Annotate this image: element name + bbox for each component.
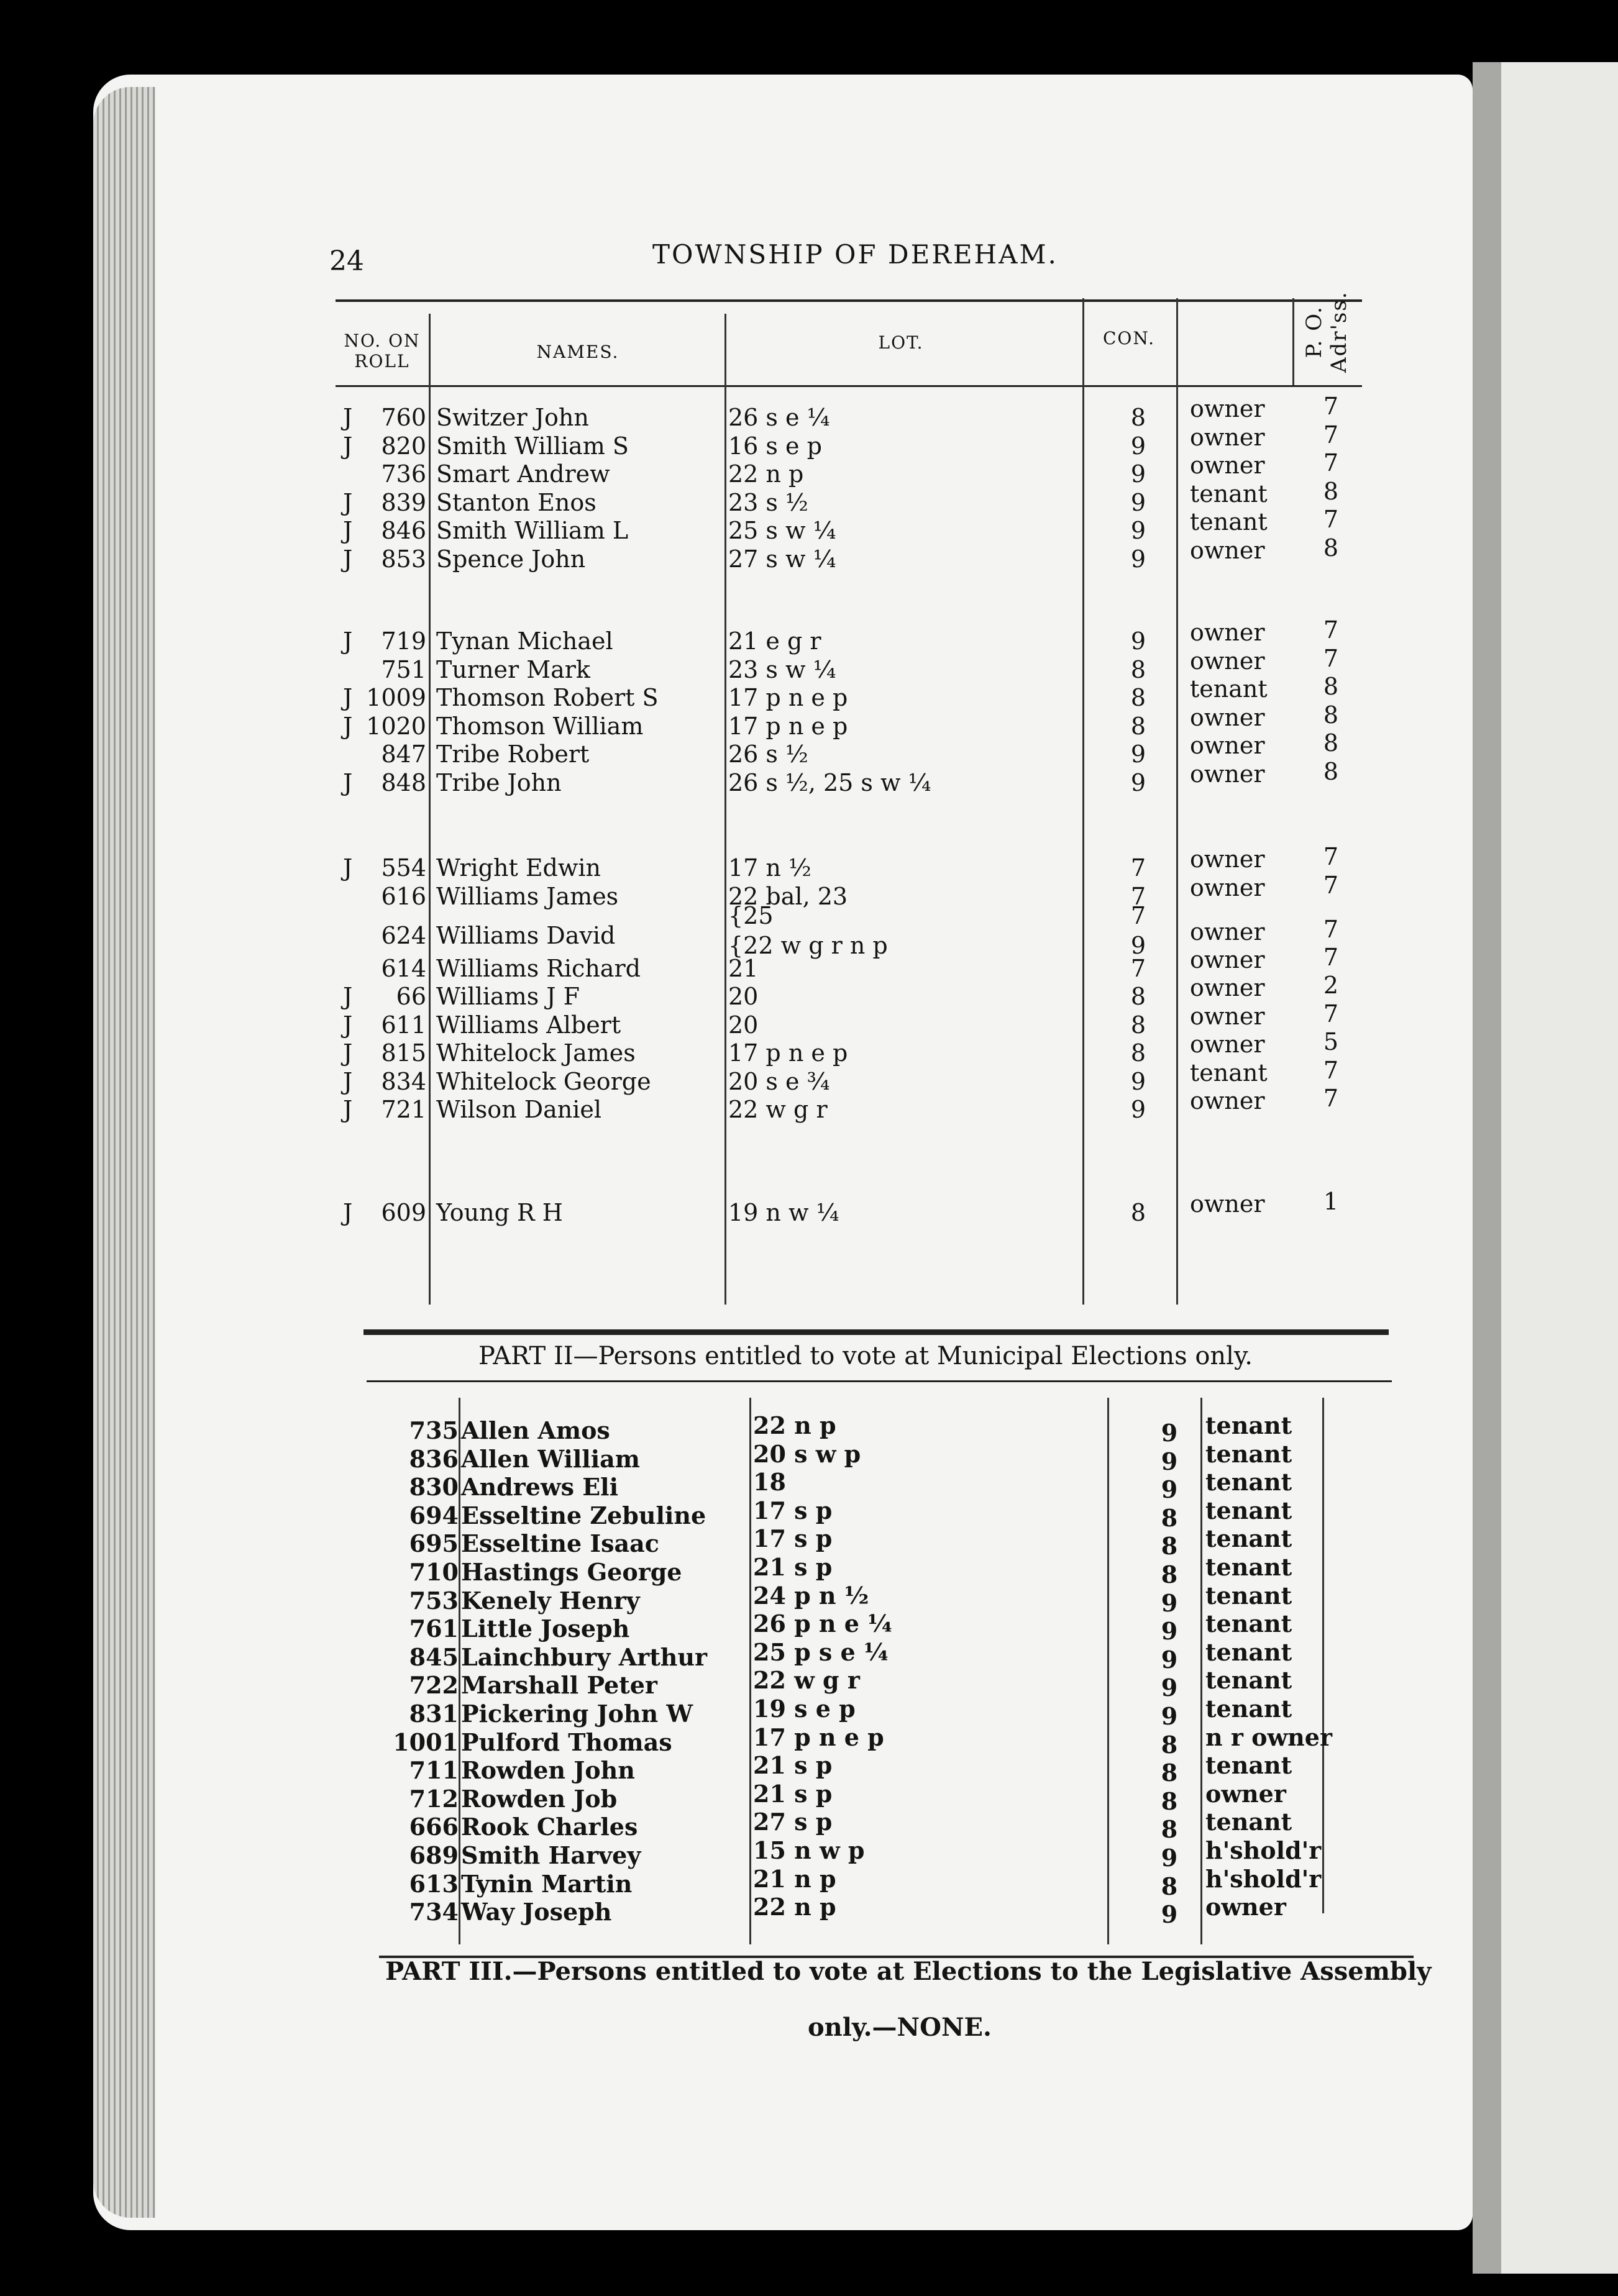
concession: 9 (1161, 1844, 1178, 1872)
voter-name: Tynan Michael (436, 627, 613, 655)
concession: 9 (1161, 1475, 1178, 1504)
tenure-status: owner (1190, 1190, 1265, 1218)
roll-number: 624 (381, 922, 426, 949)
page-title: TOWNSHIP OF DEREHAM. (652, 239, 1058, 270)
tenure-status: tenant (1190, 1059, 1268, 1086)
col-rule (1292, 298, 1294, 385)
concession: 7 (1130, 902, 1146, 929)
tenure-status: tenant (1205, 1581, 1292, 1610)
tenure-status: n r owner (1205, 1723, 1332, 1751)
concession: 8 (1161, 1532, 1178, 1560)
tenure-status: owner (1190, 732, 1265, 759)
tenure-status: owner (1190, 845, 1265, 873)
lot: 17 p n e p (728, 1039, 848, 1067)
voter-name: Switzer John (436, 404, 589, 431)
tenure-status: owner (1190, 1087, 1265, 1115)
tenure-status: owner (1190, 945, 1265, 973)
roll-entry (0, 729, 1618, 768)
lot: 17 s p (753, 1496, 833, 1524)
voter-mark: J (343, 1039, 353, 1067)
concession: 8 (1161, 1815, 1178, 1844)
roll-number: 834 (381, 1067, 426, 1095)
roll-number: 820 (381, 432, 426, 460)
lot: 22 n p (728, 460, 804, 488)
lot: 21 e g r (728, 627, 821, 655)
roll-number: 836 (409, 1444, 459, 1473)
col-con: CON. (1103, 328, 1155, 348)
concession: 9 (1161, 1702, 1178, 1730)
voter-name: Thomson Robert S (436, 684, 659, 711)
lot: 16 s e p (728, 432, 822, 460)
voter-name: Whitelock James (436, 1039, 636, 1067)
roll-number: 721 (381, 1096, 426, 1124)
voter-mark: J (343, 684, 353, 711)
voter-name: Little Joseph (461, 1615, 630, 1643)
tenure-status: tenant (1190, 480, 1268, 508)
voter-mark: J (343, 627, 353, 655)
lot: 21 s p (753, 1779, 833, 1808)
municipal-roll-entry (0, 1893, 1618, 1929)
part1-end-rule (363, 1329, 1389, 1335)
lot: 23 s ½ (728, 488, 808, 516)
roll-entry (0, 421, 1618, 460)
lot: 22 bal, 23 (728, 882, 848, 910)
concession: 9 (1161, 1588, 1178, 1617)
roll-entry (0, 1188, 1618, 1227)
concession: 8 (1161, 1872, 1178, 1900)
voter-name: Williams James (436, 882, 619, 910)
lot: 17 s p (753, 1524, 833, 1553)
lot: 23 s w ¼ (728, 655, 836, 683)
po-address: 8 (1323, 673, 1339, 700)
roll-number: 751 (381, 655, 426, 683)
roll-number: 736 (381, 460, 426, 488)
roll-entry (0, 449, 1618, 488)
concession: 9 (1130, 768, 1146, 796)
roll-number: 734 (409, 1898, 459, 1926)
tenure-status: tenant (1190, 508, 1268, 535)
roll-number: 853 (381, 545, 426, 573)
po-address: 7 (1323, 644, 1339, 672)
voter-name: Kenely Henry (461, 1586, 640, 1615)
po-address: 8 (1323, 534, 1339, 562)
voter-name: Way Joseph (461, 1898, 612, 1926)
concession: 9 (1130, 932, 1146, 959)
col-names: NAMES. (536, 342, 619, 362)
roll-number: 1009 (366, 684, 426, 711)
roll-entry (0, 477, 1618, 517)
tenure-status: owner (1190, 1002, 1265, 1030)
lot: 17 p n e p (753, 1723, 884, 1751)
lot: {22 w g r n p (728, 932, 888, 959)
po-address: 7 (1323, 616, 1339, 644)
tenure-status: owner (1190, 647, 1265, 675)
voter-name: Williams David (436, 922, 616, 949)
roll-number: 847 (381, 740, 426, 768)
roll-entry (0, 843, 1618, 882)
roll-number: 710 (409, 1558, 459, 1586)
roll-number: 815 (381, 1039, 426, 1067)
concession: 9 (1130, 460, 1146, 488)
roll-number: 1020 (366, 712, 426, 740)
tenure-status: owner (1190, 536, 1265, 564)
tenure-status: owner (1190, 452, 1265, 479)
roll-number: 66 (396, 983, 426, 1011)
voter-mark: J (343, 1067, 353, 1095)
voter-name: Spence John (436, 545, 586, 573)
voter-name: Rook Charles (461, 1813, 638, 1841)
roll-number: 1001 (393, 1728, 459, 1756)
concession: 7 (1130, 854, 1146, 882)
po-address: 1 (1323, 1188, 1339, 1215)
voter-name: Pulford Thomas (461, 1728, 672, 1756)
concession: 9 (1161, 1645, 1178, 1674)
voter-name: Tynin Martin (461, 1869, 633, 1898)
roll-number: 609 (381, 1199, 426, 1226)
voter-mark: J (343, 432, 353, 460)
lot: 17 n ½ (728, 854, 811, 882)
lot: 18 (753, 1468, 786, 1496)
roll-number: 760 (381, 404, 426, 431)
tenure-status: owner (1190, 423, 1265, 451)
lot: 21 s p (753, 1751, 833, 1780)
voter-name: Tribe John (436, 768, 562, 796)
voter-mark: J (343, 404, 353, 431)
concession: 8 (1130, 1039, 1146, 1067)
concession: 8 (1130, 983, 1146, 1011)
po-address: 7 (1323, 393, 1339, 420)
roll-entry (0, 701, 1618, 740)
concession: 9 (1130, 517, 1146, 544)
roll-entry (0, 1085, 1618, 1124)
tenure-status: tenant (1205, 1411, 1292, 1439)
lot: 26 s ½, 25 s w ¼ (728, 768, 931, 796)
lot: 22 w g r (753, 1666, 860, 1695)
tenure-status: tenant (1205, 1751, 1292, 1780)
tenure-status: owner (1190, 760, 1265, 788)
concession: 9 (1161, 1617, 1178, 1646)
voter-name: Young R H (436, 1199, 563, 1226)
voter-name: Hastings George (461, 1558, 682, 1586)
part3-heading: PART III.—Persons entitled to vote at Elections to the Legislative Assembly (385, 1957, 1432, 1986)
roll-number: 694 (409, 1501, 459, 1529)
tenure-status: tenant (1205, 1610, 1292, 1638)
voter-name: Esseltine Zebuline (461, 1501, 706, 1529)
voter-name: Smart Andrew (436, 460, 610, 488)
voter-name: Stanton Enos (436, 488, 596, 516)
part3-heading-line2: only.—NONE. (808, 2013, 992, 2042)
voter-name: Smith Harvey (461, 1841, 641, 1869)
tenure-status: owner (1190, 703, 1265, 731)
voter-mark: J (343, 1011, 353, 1039)
voter-mark: J (343, 488, 353, 516)
voter-mark: J (343, 712, 353, 740)
voter-name: Wright Edwin (436, 854, 601, 882)
roll-entry (0, 616, 1618, 655)
concession: 8 (1161, 1560, 1178, 1588)
lot: 27 s w ¼ (728, 545, 836, 573)
roll-number: 712 (409, 1784, 459, 1813)
voter-mark: J (343, 983, 353, 1011)
concession: 8 (1161, 1759, 1178, 1787)
tenure-status: tenant (1205, 1496, 1292, 1524)
voter-name: Esseltine Isaac (461, 1529, 659, 1558)
voter-mark: J (343, 517, 353, 544)
roll-entry (0, 1000, 1618, 1039)
roll-entry (0, 673, 1618, 712)
voter-name: Tribe Robert (436, 740, 590, 768)
roll-number: 753 (409, 1586, 459, 1615)
po-address: 2 (1323, 972, 1339, 1000)
lot: 21 s p (753, 1553, 833, 1581)
roll-number: 554 (381, 854, 426, 882)
voter-name: Andrews Eli (461, 1473, 619, 1501)
part2-heading: PART II—Persons entitled to vote at Municipal Elections only. (478, 1342, 1253, 1370)
voter-name: Smith William S (436, 432, 629, 460)
roll-number: 845 (409, 1642, 459, 1671)
voter-name: Williams Albert (436, 1011, 621, 1039)
roll-number: 722 (409, 1671, 459, 1700)
concession: 9 (1161, 1419, 1178, 1447)
concession: 8 (1130, 404, 1146, 431)
concession: 9 (1130, 488, 1146, 516)
concession: 8 (1130, 655, 1146, 683)
tenure-status: tenant (1205, 1524, 1292, 1553)
tenure-status: owner (1190, 395, 1265, 422)
roll-number: 711 (409, 1756, 459, 1785)
concession: 8 (1161, 1787, 1178, 1815)
voter-name: Thomson William (436, 712, 644, 740)
roll-number: 689 (409, 1841, 459, 1869)
lot: 24 p n ½ (753, 1581, 869, 1610)
roll-entry (0, 534, 1618, 573)
voter-name: Whitelock George (436, 1067, 651, 1095)
voter-name: Allen William (461, 1444, 640, 1473)
concession: 9 (1161, 1674, 1178, 1702)
po-address: 8 (1323, 477, 1339, 505)
roll-entry (0, 757, 1618, 797)
voter-name: Williams Richard (436, 954, 641, 982)
lot: 20 (728, 983, 759, 1011)
voter-mark: J (343, 854, 353, 882)
po-address: 7 (1323, 943, 1339, 971)
roll-entry (0, 1056, 1618, 1096)
lot: 20 s e ¾ (728, 1067, 830, 1095)
municipal-roll-entry (0, 1439, 1618, 1475)
concession: 8 (1161, 1503, 1178, 1532)
po-address: 7 (1323, 843, 1339, 870)
tenure-status: owner (1190, 1031, 1265, 1059)
concession: 9 (1130, 1067, 1146, 1095)
roll-entry (0, 644, 1618, 684)
voter-name: Rowden Job (461, 1784, 618, 1813)
roll-entry (0, 393, 1618, 432)
po-address: 7 (1323, 506, 1339, 533)
tenure-status: owner (1190, 619, 1265, 646)
concession: 9 (1130, 627, 1146, 655)
concession: 8 (1130, 712, 1146, 740)
tenure-status: h'shold'r (1205, 1836, 1322, 1864)
tenure-status: owner (1205, 1779, 1286, 1808)
tenure-status: tenant (1205, 1666, 1292, 1695)
concession: 8 (1161, 1730, 1178, 1759)
concession: 7 (1130, 954, 1146, 982)
roll-number: 614 (381, 954, 426, 982)
voter-name: Wilson Daniel (436, 1096, 602, 1124)
header-top-rule (336, 299, 1362, 302)
lot: 21 n p (753, 1864, 836, 1893)
concession: 8 (1130, 1011, 1146, 1039)
concession: 7 (1130, 882, 1146, 910)
po-address: 8 (1323, 757, 1339, 785)
lot: 19 n w ¼ (728, 1199, 839, 1226)
voter-mark: J (343, 545, 353, 573)
lot: 20 s w p (753, 1439, 861, 1468)
roll-number: 846 (381, 517, 426, 544)
tenure-status: owner (1190, 974, 1265, 1002)
lot: 26 p n e ¼ (753, 1610, 892, 1638)
tenure-status: owner (1205, 1893, 1286, 1921)
concession: 9 (1130, 1096, 1146, 1124)
lot: {25 (728, 902, 774, 929)
po-address: 7 (1323, 916, 1339, 943)
lot: 15 n w p (753, 1836, 865, 1864)
po-address: 7 (1323, 871, 1339, 899)
lot: 22 w g r (728, 1096, 828, 1124)
lot: 17 p n e p (728, 684, 848, 711)
concession: 9 (1161, 1447, 1178, 1475)
voter-name: Marshall Peter (461, 1671, 657, 1700)
po-address: 7 (1323, 449, 1339, 476)
roll-number: 611 (381, 1011, 426, 1039)
tenure-status: tenant (1205, 1553, 1292, 1581)
concession: 9 (1130, 545, 1146, 573)
lot: 22 n p (753, 1893, 836, 1921)
concession: 8 (1130, 1199, 1146, 1226)
po-address: 7 (1323, 421, 1339, 449)
concession: 8 (1130, 684, 1146, 711)
voter-name: Allen Amos (461, 1416, 610, 1444)
voter-name: Rowden John (461, 1756, 635, 1785)
voter-name: Pickering John W (461, 1700, 693, 1728)
tenure-status: owner (1190, 918, 1265, 945)
lot: 20 (728, 1011, 759, 1039)
lot: 26 s e ¼ (728, 404, 830, 431)
lot: 25 p s e ¼ (753, 1638, 889, 1666)
tenure-status: tenant (1205, 1695, 1292, 1723)
po-address: 7 (1323, 1000, 1339, 1027)
roll-number: 666 (409, 1813, 459, 1841)
lot: 21 (728, 954, 759, 982)
voter-name: Smith William L (436, 517, 629, 544)
lot: 22 n p (753, 1411, 836, 1439)
voter-name: Lainchbury Arthur (461, 1642, 708, 1671)
lot: 25 s w ¼ (728, 517, 836, 544)
roll-number: 719 (381, 627, 426, 655)
tenure-status: h'shold'r (1205, 1864, 1322, 1893)
po-address: 5 (1323, 1028, 1339, 1056)
tenure-status: tenant (1190, 675, 1268, 703)
part2-top-rule (367, 1380, 1392, 1382)
col-lot: LOT. (878, 332, 924, 353)
roll-number: 735 (409, 1416, 459, 1444)
po-address: 8 (1323, 729, 1339, 757)
tenure-status: tenant (1205, 1439, 1292, 1468)
col-po-address: P. O. Adr'ss. (1302, 291, 1351, 373)
col-no-on-roll: NO. ON ROLL (344, 330, 421, 371)
concession: 9 (1161, 1900, 1178, 1929)
roll-number: 616 (381, 882, 426, 910)
tenure-status: tenant (1205, 1468, 1292, 1496)
concession: 9 (1130, 740, 1146, 768)
voter-name: Turner Mark (436, 655, 590, 683)
voter-name: Williams J F (436, 983, 580, 1011)
lot: 26 s ½ (728, 740, 808, 768)
roll-number: 613 (409, 1869, 459, 1898)
facing-page (1473, 62, 1618, 2274)
po-address: 7 (1323, 1085, 1339, 1113)
roll-number: 761 (409, 1615, 459, 1643)
roll-entry (0, 1028, 1618, 1067)
roll-entry (0, 972, 1618, 1011)
roll-number: 830 (409, 1473, 459, 1501)
roll-number: 831 (409, 1700, 459, 1728)
tenure-status: owner (1190, 873, 1265, 901)
voter-mark: J (343, 1199, 353, 1226)
page-number: 24 (329, 245, 364, 277)
tenure-status: tenant (1205, 1638, 1292, 1666)
page-gutter (1473, 62, 1501, 2274)
lot: 27 s p (753, 1808, 833, 1836)
lot: 19 s e p (753, 1695, 856, 1723)
header-bottom-rule (336, 385, 1362, 387)
voter-mark: J (343, 768, 353, 796)
roll-entry (0, 902, 1618, 959)
concession: 9 (1130, 432, 1146, 460)
roll-entry (0, 871, 1618, 911)
roll-entry (0, 506, 1618, 545)
roll-number: 848 (381, 768, 426, 796)
po-address: 7 (1323, 1056, 1339, 1084)
tenure-status: tenant (1205, 1808, 1292, 1836)
roll-number: 839 (381, 488, 426, 516)
po-address: 8 (1323, 701, 1339, 729)
roll-number: 695 (409, 1529, 459, 1558)
voter-mark: J (343, 1096, 353, 1124)
lot: 17 p n e p (728, 712, 848, 740)
